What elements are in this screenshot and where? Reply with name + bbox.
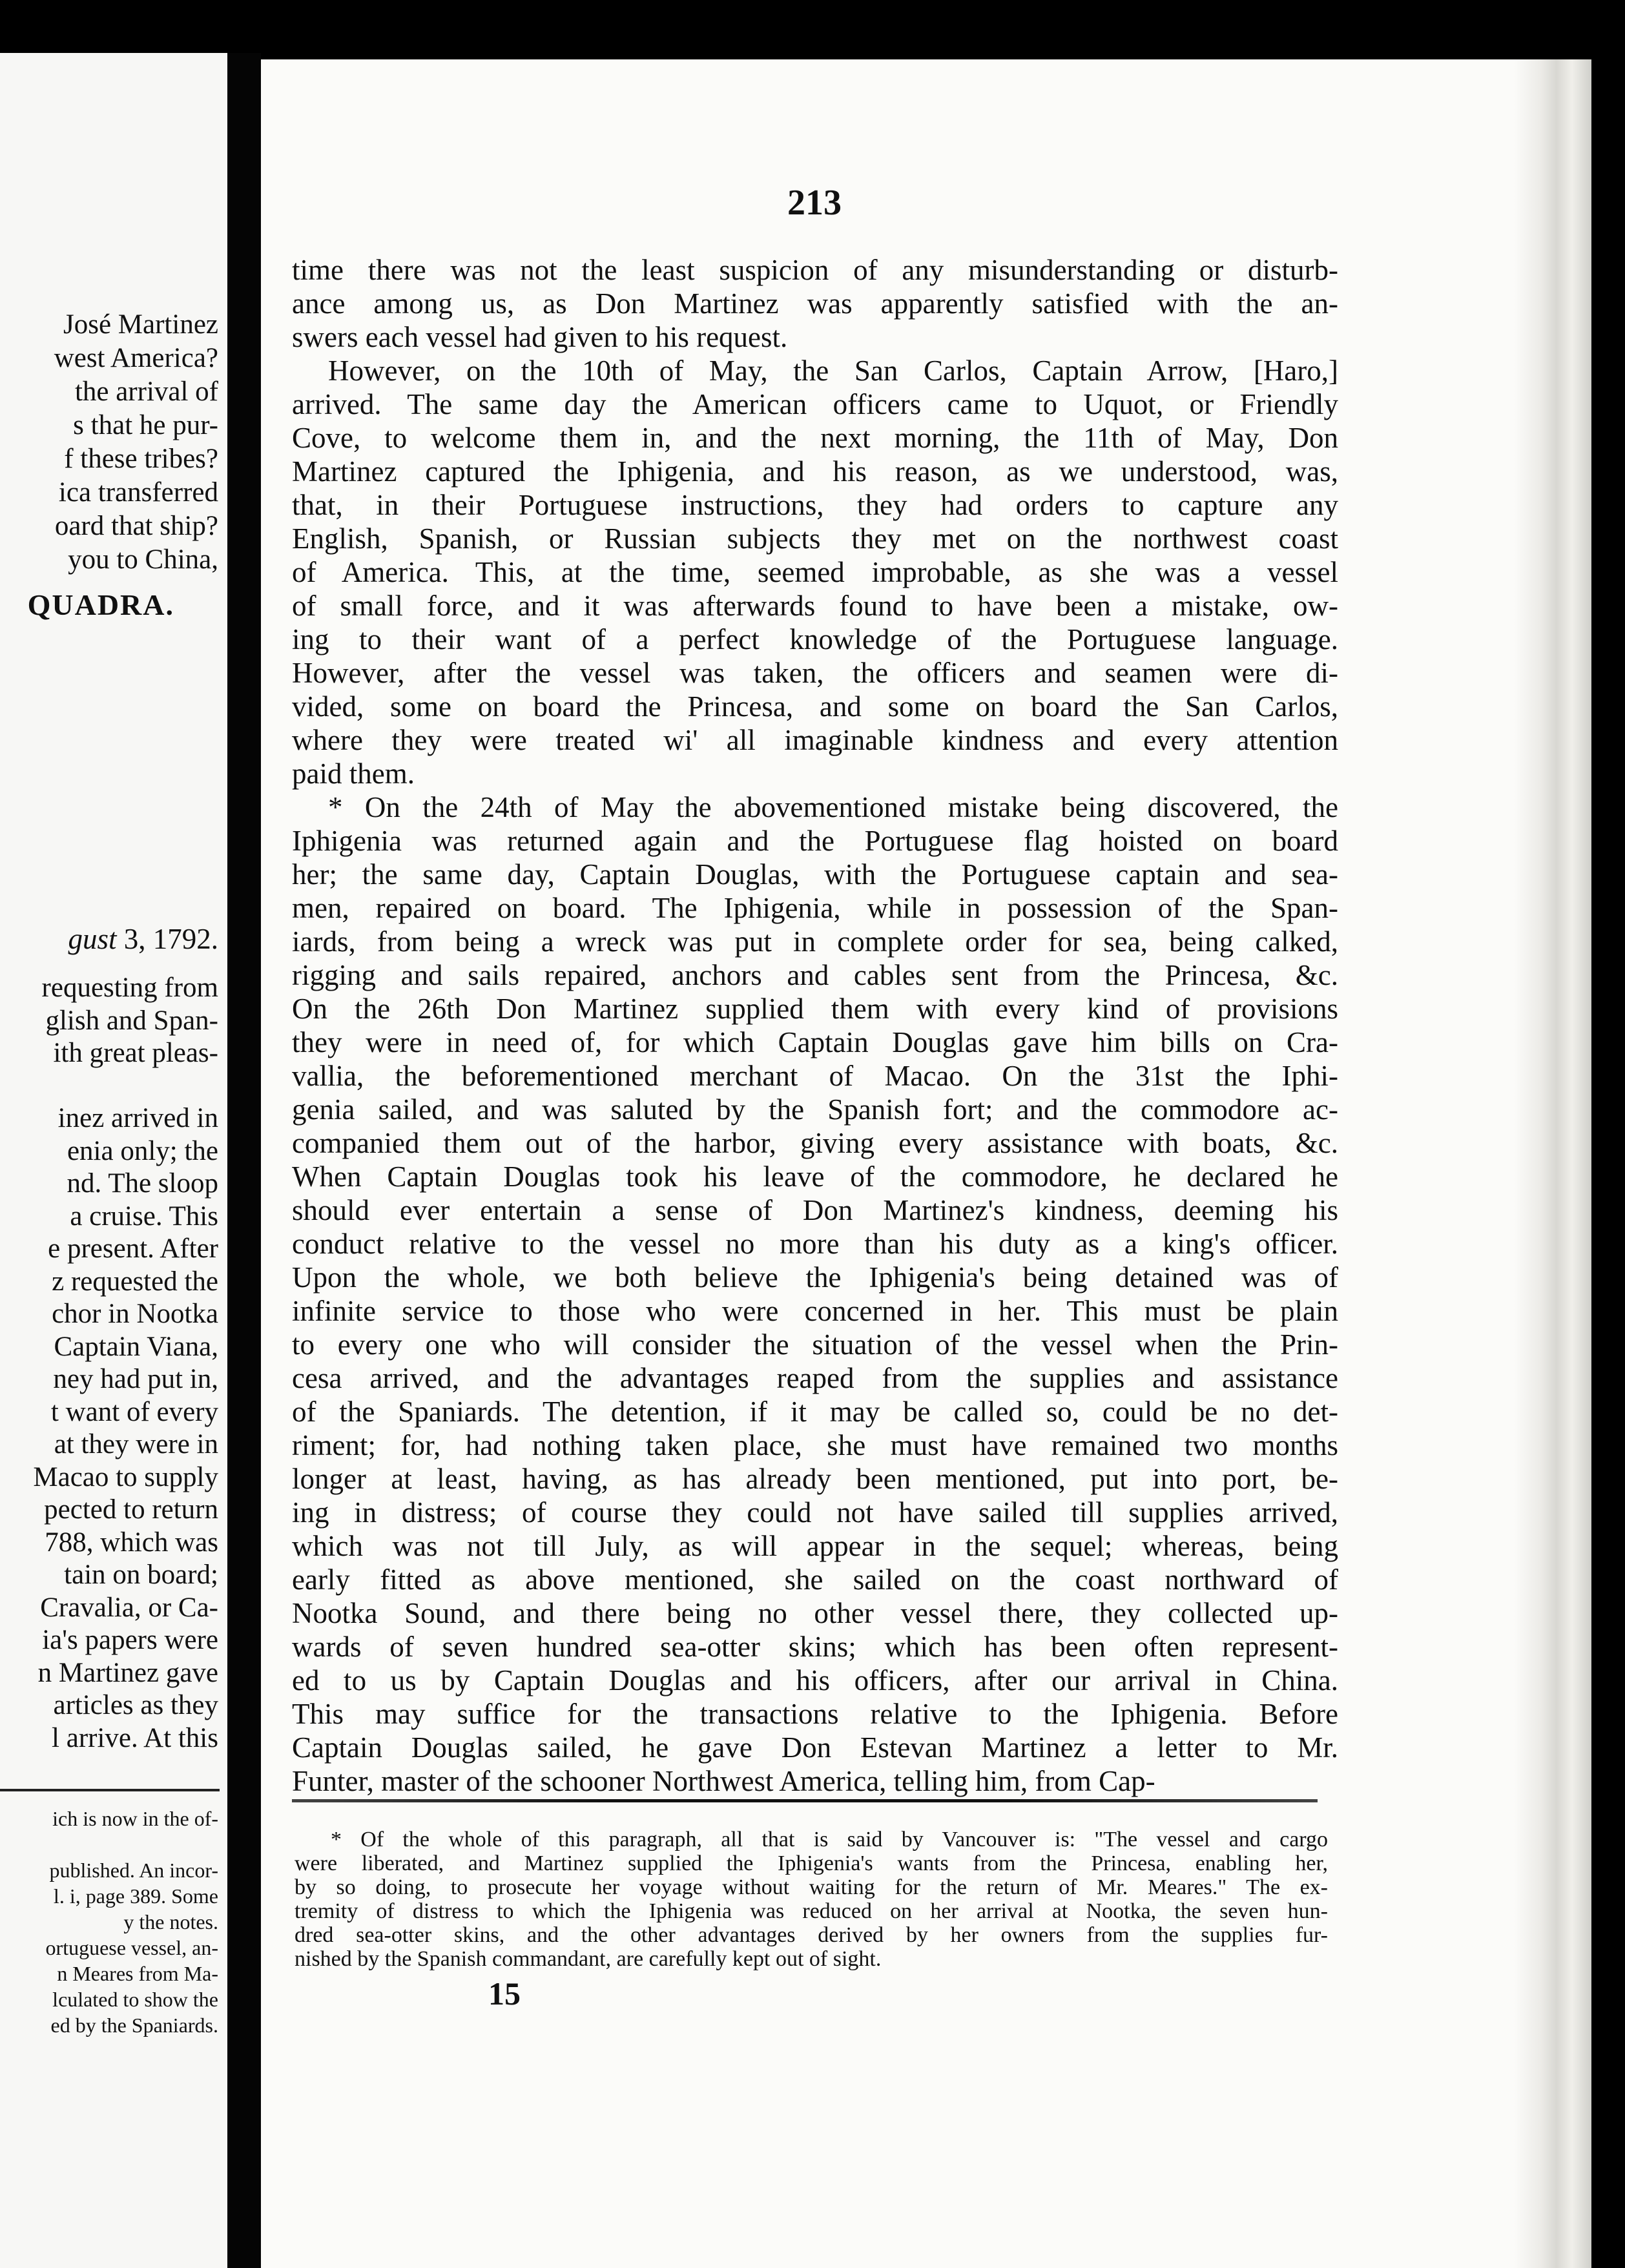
text-line: swers each vessel had given to his request. bbox=[292, 321, 788, 353]
text-line: conduct relative to the vessel no more than his duty as a king's officer. bbox=[292, 1228, 1338, 1260]
text-line: infinite service to those who were concerned in her. This must be plain bbox=[292, 1295, 1338, 1327]
body-text bbox=[292, 253, 1338, 1798]
text-line: Iphigenia was returned again and the Portuguese flag hoisted on board bbox=[292, 825, 1338, 857]
footnote-line: tremity of distress to which the Iphigenia was reduced on her arrival at Nootka, the seven hun- bbox=[295, 1899, 1328, 1923]
facing-page-line: you to China, bbox=[68, 544, 218, 575]
page-number: 213 bbox=[787, 183, 842, 223]
facing-page-line: at they were in bbox=[54, 1429, 218, 1459]
footnote bbox=[295, 1828, 1328, 1971]
facing-page-line: enia only; the bbox=[67, 1135, 218, 1166]
facing-page-line: tain on board; bbox=[64, 1560, 218, 1590]
facing-page-line: ica transferred bbox=[58, 477, 218, 508]
facing-page-line: nd. The sloop bbox=[67, 1168, 218, 1199]
text-line: rigging and sails repaired, anchors and cables sent from the Princesa, &c. bbox=[292, 959, 1338, 991]
text-line: When Captain Douglas took his leave of the commodore, he declared he bbox=[292, 1160, 1338, 1193]
text-line: genia sailed, and was saluted by the Spanish fort; and the commodore ac- bbox=[292, 1093, 1338, 1126]
text-line: Nootka Sound, and there being no other vessel there, they collected up- bbox=[292, 1597, 1338, 1629]
text-line: On the 26th Don Martinez supplied them with every kind of provisions bbox=[292, 993, 1338, 1025]
text-line: English, Spanish, or Russian subjects they met on the northwest coast bbox=[292, 522, 1338, 555]
facing-page-line: e present. After bbox=[48, 1233, 218, 1264]
text-line: ed to us by Captain Douglas and his officers, after our arrival in China. bbox=[292, 1664, 1338, 1696]
text-line: to every one who will consider the situation of the vessel when the Prin- bbox=[292, 1328, 1338, 1361]
facing-page-footnote-rule bbox=[0, 1789, 220, 1791]
footnote-line: * Of the whole of this paragraph, all that is said by Vancouver is: "The vessel and cargo bbox=[331, 1828, 1328, 1851]
footnote-line: by so doing, to prosecute her voyage without waiting for the return of Mr. Meares." The ex- bbox=[295, 1875, 1328, 1899]
facing-page-note-line: published. An incor- bbox=[49, 1859, 218, 1882]
facing-page-note-line: ed by the Spaniards. bbox=[50, 2014, 218, 2037]
facing-page-line: requesting from bbox=[41, 973, 218, 1003]
facing-page-date bbox=[0, 922, 218, 956]
facing-page-line: Macao to supply bbox=[33, 1461, 218, 1492]
facing-page-line: pected to return bbox=[44, 1494, 218, 1525]
facing-page-line: Captain Viana, bbox=[54, 1331, 218, 1362]
text-line: that, in their Portuguese instructions, they had orders to capture any bbox=[292, 489, 1338, 521]
facing-page-line: ia's papers were bbox=[42, 1625, 218, 1655]
text-line: Cove, to welcome them in, and the next morning, the 11th of May, Don bbox=[292, 422, 1338, 454]
text-line: This may suffice for the transactions relative to the Iphigenia. Before bbox=[292, 1698, 1338, 1730]
text-line: men, repaired on board. The Iphigenia, while in possession of the Span- bbox=[292, 892, 1338, 924]
facing-page-line: ney had put in, bbox=[53, 1364, 218, 1394]
text-line: which was not till July, as will appear in the sequel; whereas, being bbox=[292, 1530, 1338, 1562]
footnote-line: nished by the Spanish commandant, are carefully kept out of sight. bbox=[295, 1947, 882, 1971]
facing-page-line: 788, which was bbox=[45, 1527, 218, 1558]
text-line: Martinez captured the Iphigenia, and his reason, as we understood, was, bbox=[292, 455, 1338, 488]
facing-page-line: José Martinez bbox=[63, 309, 218, 340]
text-line: of the Spaniards. The detention, if it may be called so, could be no det- bbox=[292, 1396, 1338, 1428]
text-line: * On the 24th of May the abovementioned mistake being discovered, the bbox=[328, 791, 1338, 823]
text-line: should ever entertain a sense of Don Martinez's kindness, deeming his bbox=[292, 1194, 1338, 1226]
facing-page-line: Cravalia, or Ca- bbox=[40, 1592, 218, 1623]
facing-page-heading: QUADRA. bbox=[27, 588, 174, 621]
facing-page-line: articles as they bbox=[53, 1690, 218, 1720]
text-line: early fitted as above mentioned, she sailed on the coast northward of bbox=[292, 1563, 1338, 1596]
facing-page-note-line: ortuguese vessel, an- bbox=[45, 1936, 218, 1959]
facing-page-line: ith great pleas- bbox=[53, 1038, 218, 1068]
facing-page-date-prefix: gust bbox=[68, 923, 117, 955]
facing-page-date-rest: 3, 1792. bbox=[116, 923, 218, 955]
text-line: companied them out of the harbor, giving every assistance with boats, &c. bbox=[292, 1127, 1338, 1159]
text-line: time there was not the least suspicion of any misunderstanding or disturb- bbox=[292, 254, 1338, 286]
facing-page-line: chor in Nootka bbox=[52, 1299, 218, 1329]
text-line: ing to their want of a perfect knowledge of the Portuguese language. bbox=[292, 623, 1338, 655]
facing-page-note-line: ich is now in the of- bbox=[52, 1807, 218, 1830]
facing-page-note-line: y the notes. bbox=[123, 1910, 218, 1933]
facing-page-line: a cruise. This bbox=[70, 1201, 218, 1232]
facing-page-line: z requested the bbox=[52, 1266, 218, 1297]
facing-page bbox=[0, 53, 227, 2268]
text-line: Funter, master of the schooner Northwest America, telling him, from Cap- bbox=[292, 1765, 1155, 1797]
facing-page-line: the arrival of bbox=[74, 376, 218, 407]
text-line: However, after the vessel was taken, the officers and seamen were di- bbox=[292, 657, 1338, 689]
footnote-line: dred sea-otter skins, and the other advantages derived by her owners from the supplies fur- bbox=[295, 1923, 1328, 1947]
text-line: of small force, and it was afterwards found to have been a mistake, ow- bbox=[292, 590, 1338, 622]
facing-page-line: l arrive. At this bbox=[52, 1722, 218, 1753]
text-line: riment; for, had nothing taken place, she must have remained two months bbox=[292, 1429, 1338, 1461]
facing-page-line: s that he pur- bbox=[73, 410, 218, 440]
text-line: wards of seven hundred sea-otter skins; which has been often represent- bbox=[292, 1631, 1338, 1663]
text-line: cesa arrived, and the advantages reaped from the supplies and assistance bbox=[292, 1362, 1338, 1394]
facing-page-note-line: n Meares from Ma- bbox=[57, 1962, 218, 1985]
footnote-line: were liberated, and Martinez supplied the Iphigenia's wants from the Princesa, enabling her, bbox=[295, 1851, 1328, 1875]
footnote-rule bbox=[292, 1799, 1318, 1802]
text-line: Upon the whole, we both believe the Iphigenia's being detained was of bbox=[292, 1261, 1338, 1294]
text-line: ing in distress; of course they could not have sailed till supplies arrived, bbox=[292, 1496, 1338, 1529]
page-edge bbox=[1514, 59, 1591, 2268]
text-line: Captain Douglas sailed, he gave Don Estevan Martinez a letter to Mr. bbox=[292, 1731, 1338, 1764]
text-line: vided, some on board the Princesa, and some on board the San Carlos, bbox=[292, 690, 1338, 723]
scan-border bbox=[1591, 0, 1625, 2268]
book-gutter bbox=[227, 53, 261, 2268]
text-line: paid them. bbox=[292, 758, 415, 790]
text-line: her; the same day, Captain Douglas, with the Portuguese captain and sea- bbox=[292, 858, 1338, 891]
facing-page-line: west America? bbox=[54, 343, 218, 373]
signature-mark: 15 bbox=[488, 1975, 521, 2012]
facing-page-line: f these tribes? bbox=[64, 444, 218, 474]
text-line: vallia, the beforementioned merchant of Macao. On the 31st the Iphi- bbox=[292, 1060, 1338, 1092]
text-line: where they were treated wi' all imaginable kindness and every attention bbox=[292, 724, 1338, 756]
text-line: iards, from being a wreck was put in complete order for sea, being calked, bbox=[292, 925, 1338, 958]
facing-page-note-line: lculated to show the bbox=[52, 1988, 218, 2011]
text-line: arrived. The same day the American officers came to Uquot, or Friendly bbox=[292, 388, 1338, 420]
facing-page-line: glish and Span- bbox=[45, 1005, 218, 1036]
text-line: of America. This, at the time, seemed improbable, as she was a vessel bbox=[292, 556, 1338, 588]
facing-page-line: t want of every bbox=[50, 1396, 218, 1427]
facing-page-line: oard that ship? bbox=[54, 511, 218, 541]
facing-page-line: inez arrived in bbox=[57, 1103, 218, 1133]
text-line: they were in need of, for which Captain Douglas gave him bills on Cra- bbox=[292, 1026, 1338, 1058]
facing-page-note-line: l. i, page 389. Some bbox=[53, 1884, 218, 1908]
text-line: However, on the 10th of May, the San Carlos, Captain Arrow, [Haro,] bbox=[328, 355, 1338, 387]
facing-page-line: n Martinez gave bbox=[37, 1657, 218, 1688]
text-line: longer at least, having, as has already been mentioned, put into port, be- bbox=[292, 1463, 1338, 1495]
text-line: ance among us, as Don Martinez was apparently satisfied with the an- bbox=[292, 287, 1338, 320]
